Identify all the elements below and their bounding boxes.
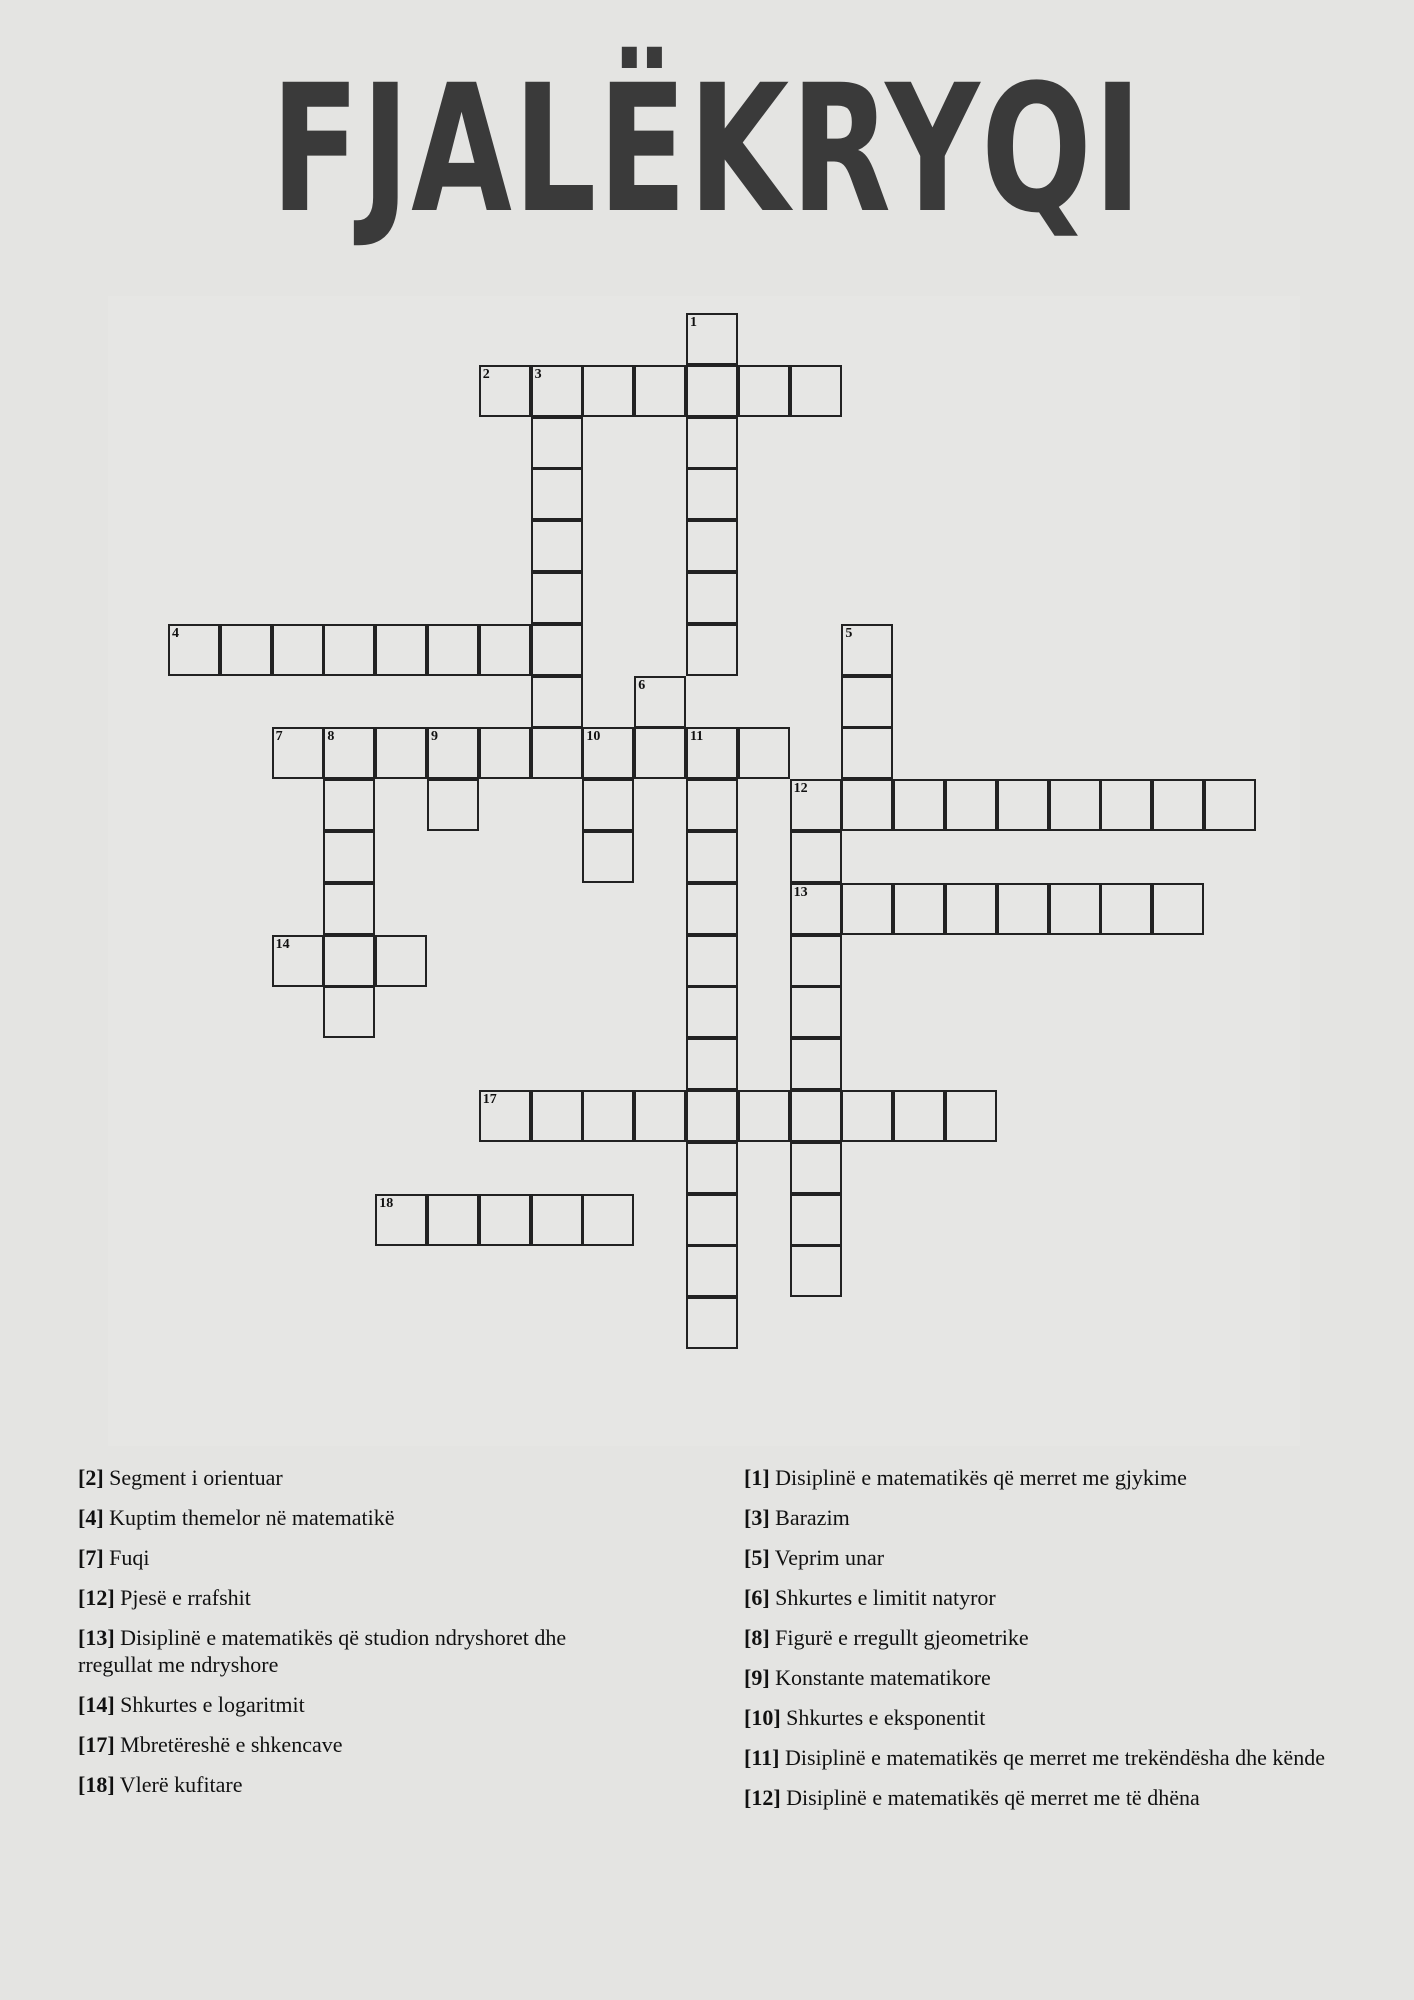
grid-cell[interactable] xyxy=(686,520,738,572)
grid-cell[interactable] xyxy=(686,468,738,520)
grid-cell[interactable] xyxy=(427,727,479,779)
clue-label: [10] xyxy=(744,1705,781,1730)
grid-cell[interactable] xyxy=(427,779,479,831)
clue-text: Shkurtes e logaritmit xyxy=(114,1692,305,1717)
grid-cell[interactable] xyxy=(893,779,945,831)
grid-cell[interactable] xyxy=(686,624,738,676)
clue-text: Fuqi xyxy=(103,1545,150,1570)
grid-cell[interactable] xyxy=(841,624,893,676)
clue-text: Mbretëreshë e shkencave xyxy=(114,1732,343,1757)
across-clue xyxy=(78,1464,638,1491)
grid-cell[interactable] xyxy=(272,727,324,779)
grid-cell[interactable] xyxy=(479,1090,531,1142)
down-clue xyxy=(744,1744,1344,1771)
grid-cell[interactable] xyxy=(634,727,686,779)
grid-cell[interactable] xyxy=(1100,883,1152,935)
clue-text: Konstante matematikore xyxy=(769,1665,991,1690)
across-clue xyxy=(78,1691,638,1718)
clue-label: [6] xyxy=(744,1585,770,1610)
grid-cell[interactable] xyxy=(686,831,738,883)
grid-cell[interactable] xyxy=(945,1090,997,1142)
grid-cell[interactable] xyxy=(323,727,375,779)
grid-cell[interactable] xyxy=(375,1194,427,1246)
clue-number: 18 xyxy=(379,1195,394,1211)
grid-cell[interactable] xyxy=(686,572,738,624)
grid-cell[interactable] xyxy=(738,1090,790,1142)
grid-cell[interactable] xyxy=(790,365,842,417)
clue-number: 10 xyxy=(586,729,601,745)
grid-cell[interactable] xyxy=(790,831,842,883)
grid-cell[interactable] xyxy=(738,727,790,779)
down-clue xyxy=(744,1624,1344,1651)
clue-label: [12] xyxy=(744,1785,781,1810)
grid-cell[interactable] xyxy=(531,727,583,779)
grid-cell[interactable] xyxy=(1100,779,1152,831)
clue-label: [2] xyxy=(78,1465,104,1490)
grid-cell[interactable] xyxy=(790,1038,842,1090)
grid-cell[interactable] xyxy=(582,1194,634,1246)
grid-cell[interactable] xyxy=(686,935,738,987)
grid-cell[interactable] xyxy=(634,365,686,417)
grid-cell[interactable] xyxy=(531,468,583,520)
grid-cell[interactable] xyxy=(582,365,634,417)
clue-number: 8 xyxy=(327,729,335,745)
grid-cell[interactable] xyxy=(427,1194,479,1246)
clue-number: 17 xyxy=(482,1092,497,1107)
grid-cell[interactable] xyxy=(531,1090,583,1142)
grid-cell[interactable] xyxy=(893,883,945,935)
clue-number: 11 xyxy=(690,729,704,745)
down-clue xyxy=(744,1704,1344,1731)
grid-cell[interactable] xyxy=(1204,779,1256,831)
across-clue xyxy=(78,1731,638,1758)
clue-text: Disiplinë e matematikës qe merret me trekëndësha dhe kënde xyxy=(779,1745,1325,1770)
clue-label: [8] xyxy=(744,1625,770,1650)
clue-label: [17] xyxy=(78,1732,115,1757)
grid-cell[interactable] xyxy=(686,779,738,831)
clue-text: Figurë e rregullt gjeometrike xyxy=(769,1625,1029,1650)
clue-text: Shkurtes e eksponentit xyxy=(780,1705,986,1730)
clue-number: 12 xyxy=(793,781,808,797)
clue-number: 14 xyxy=(275,936,290,952)
clue-text: Disiplinë e matematikës që merret me të dhëna xyxy=(780,1785,1200,1810)
clue-label: [11] xyxy=(744,1745,780,1770)
grid-cell[interactable] xyxy=(634,676,686,728)
grid-cell[interactable] xyxy=(479,624,531,676)
grid-cell[interactable] xyxy=(686,313,738,365)
clue-text: Barazim xyxy=(769,1505,850,1530)
clue-number: 2 xyxy=(482,366,490,382)
clue-label: [18] xyxy=(78,1772,115,1797)
grid-cell[interactable] xyxy=(686,1142,738,1194)
grid-cell[interactable] xyxy=(790,1090,842,1142)
grid-cell[interactable] xyxy=(790,1245,842,1297)
clue-number: 13 xyxy=(793,884,808,900)
down-clues xyxy=(744,1464,1344,1824)
grid-cell[interactable] xyxy=(686,1038,738,1090)
grid-cell[interactable] xyxy=(686,1245,738,1297)
grid-cell[interactable] xyxy=(531,417,583,469)
grid-cell[interactable] xyxy=(790,1142,842,1194)
grid-cell[interactable] xyxy=(686,1297,738,1349)
grid-cell[interactable] xyxy=(582,831,634,883)
grid-cell[interactable] xyxy=(686,986,738,1038)
grid-cell[interactable] xyxy=(1049,779,1101,831)
grid-cell[interactable] xyxy=(997,883,1049,935)
grid-cell[interactable] xyxy=(893,1090,945,1142)
grid-cell[interactable] xyxy=(323,935,375,987)
clue-text: Disiplinë e matematikës që studion ndryshoret dhe rregullat me ndryshore xyxy=(78,1625,567,1677)
grid-cell[interactable] xyxy=(790,935,842,987)
grid-cell[interactable] xyxy=(790,986,842,1038)
clue-label: [3] xyxy=(744,1505,770,1530)
grid-cell[interactable] xyxy=(168,624,220,676)
across-clues xyxy=(78,1464,638,1811)
grid-cell[interactable] xyxy=(531,520,583,572)
clue-number: 5 xyxy=(845,625,853,641)
grid-cell[interactable] xyxy=(582,1090,634,1142)
grid-cell[interactable] xyxy=(479,365,531,417)
down-clue xyxy=(744,1664,1344,1691)
clue-number: 9 xyxy=(431,729,438,745)
clue-text: Pjesë e rrafshit xyxy=(114,1585,251,1610)
grid-cell[interactable] xyxy=(323,986,375,1038)
down-clue xyxy=(744,1464,1344,1491)
grid-cell[interactable] xyxy=(634,1090,686,1142)
across-clue xyxy=(78,1584,638,1611)
clue-label: [1] xyxy=(744,1465,770,1490)
clue-label: [5] xyxy=(744,1545,770,1570)
grid-cell[interactable] xyxy=(531,624,583,676)
grid-cell[interactable] xyxy=(841,779,893,831)
across-clue xyxy=(78,1544,638,1571)
clue-text: Veprim unar xyxy=(769,1545,885,1570)
grid-cell[interactable] xyxy=(479,727,531,779)
clue-label: [12] xyxy=(78,1585,115,1610)
grid-cell[interactable] xyxy=(375,935,427,987)
clue-number: 6 xyxy=(638,677,646,693)
grid-cell[interactable] xyxy=(531,676,583,728)
grid-cell[interactable] xyxy=(323,624,375,676)
clue-text: Shkurtes e limitit natyror xyxy=(769,1585,996,1610)
clue-label: [14] xyxy=(78,1692,115,1717)
grid-cell[interactable] xyxy=(375,727,427,779)
clue-number: 7 xyxy=(275,729,283,745)
across-clue xyxy=(78,1771,638,1798)
grid-cell[interactable] xyxy=(323,779,375,831)
grid-cell[interactable] xyxy=(272,935,324,987)
grid-cell[interactable] xyxy=(790,883,842,935)
grid-cell[interactable] xyxy=(427,624,479,676)
grid-cell[interactable] xyxy=(323,831,375,883)
grid-cell[interactable] xyxy=(686,365,738,417)
grid-cell[interactable] xyxy=(323,883,375,935)
grid-cell[interactable] xyxy=(582,779,634,831)
clue-text: Kuptim themelor në matematikë xyxy=(103,1505,395,1530)
grid-cell[interactable] xyxy=(1152,779,1204,831)
clue-text: Disiplinë e matematikës që merret me gjykime xyxy=(769,1465,1187,1490)
grid-cell[interactable] xyxy=(945,883,997,935)
grid-cell[interactable] xyxy=(686,1090,738,1142)
clue-number: 3 xyxy=(534,366,542,382)
clue-number: 4 xyxy=(172,625,179,641)
clue-number: 1 xyxy=(690,315,697,330)
grid-cell[interactable] xyxy=(1049,883,1101,935)
clue-label: [7] xyxy=(78,1545,104,1570)
grid-cell[interactable] xyxy=(375,624,427,676)
grid-cell[interactable] xyxy=(686,1194,738,1246)
grid-cell[interactable] xyxy=(738,365,790,417)
grid-cell[interactable] xyxy=(531,572,583,624)
grid-cell[interactable] xyxy=(479,1194,531,1246)
grid-cell[interactable] xyxy=(1152,883,1204,935)
clue-text: Vlerë kufitare xyxy=(114,1772,243,1797)
down-clue xyxy=(744,1584,1344,1611)
clue-text: Segment i orientuar xyxy=(103,1465,283,1490)
grid-cell[interactable] xyxy=(686,727,738,779)
grid-cell[interactable] xyxy=(997,779,1049,831)
across-clue xyxy=(78,1504,638,1531)
clue-label: [9] xyxy=(744,1665,770,1690)
clue-label: [13] xyxy=(78,1625,115,1650)
clue-label: [4] xyxy=(78,1505,104,1530)
page-title: FJALËKRYQI xyxy=(270,47,1144,252)
grid-cell[interactable] xyxy=(220,624,272,676)
grid-cell[interactable] xyxy=(841,676,893,728)
grid-cell[interactable] xyxy=(582,727,634,779)
grid-cell[interactable] xyxy=(841,883,893,935)
grid-cell[interactable] xyxy=(841,1090,893,1142)
grid-cell[interactable] xyxy=(841,727,893,779)
grid-cell[interactable] xyxy=(790,779,842,831)
grid-cell[interactable] xyxy=(945,779,997,831)
down-clue xyxy=(744,1504,1344,1531)
across-clue xyxy=(78,1624,638,1678)
grid-cell[interactable] xyxy=(790,1194,842,1246)
grid-cell[interactable] xyxy=(272,624,324,676)
down-clue xyxy=(744,1784,1344,1811)
grid-cell[interactable] xyxy=(686,883,738,935)
grid-cell[interactable] xyxy=(531,365,583,417)
grid-cell[interactable] xyxy=(686,417,738,469)
grid-cell[interactable] xyxy=(531,1194,583,1246)
down-clue xyxy=(744,1544,1344,1571)
